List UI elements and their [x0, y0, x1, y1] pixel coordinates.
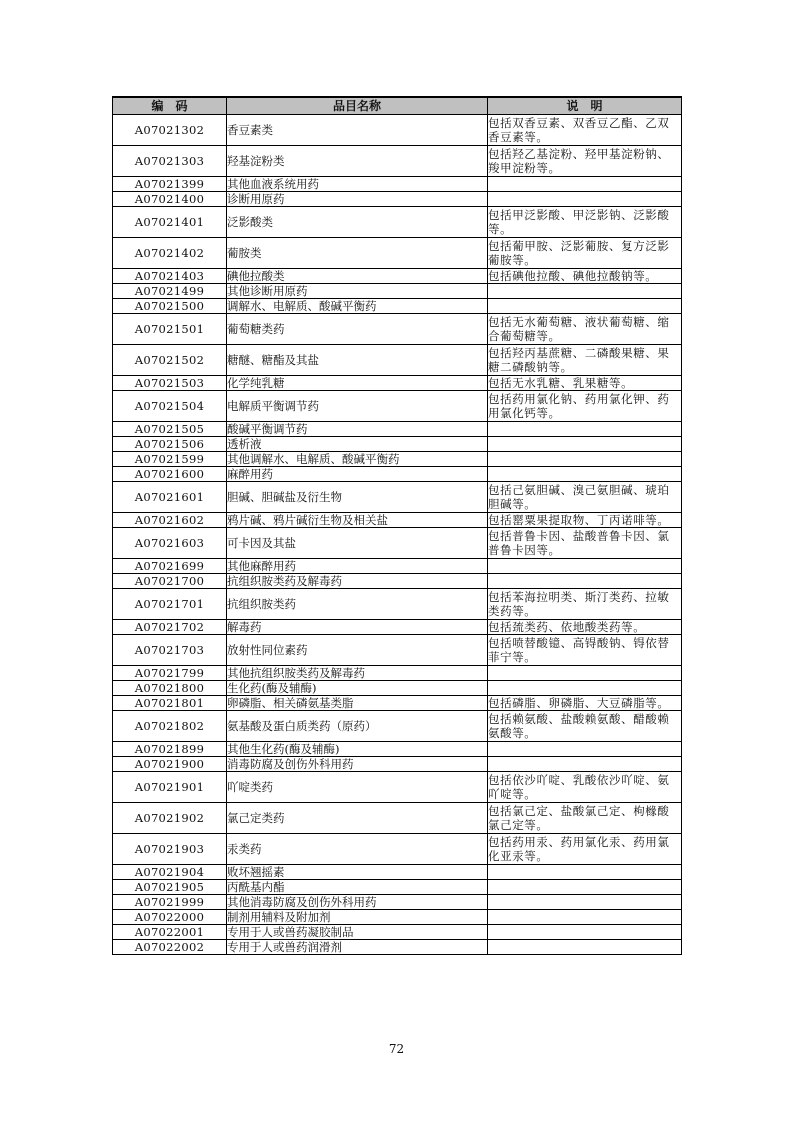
item-name: 香豆素类: [227, 115, 488, 146]
table-row: [113, 437, 682, 452]
item-code: A07021399: [113, 177, 227, 192]
description-line: 包括无水葡萄糖、液状葡萄糖、缩: [488, 315, 670, 329]
item-code: A07021802: [113, 711, 227, 742]
table-row: [113, 711, 682, 742]
item-description: [488, 177, 682, 192]
item-code: A07021503: [113, 376, 227, 391]
item-name: 电解质平衡调节药: [227, 391, 488, 422]
item-description: [488, 376, 682, 391]
item-name: 吖啶类药: [227, 772, 488, 803]
item-name: 碘他拉酸类: [227, 269, 488, 284]
table-row: [113, 513, 682, 528]
table-row: [113, 376, 682, 391]
item-code: A07022002: [113, 940, 227, 955]
item-code: A07021701: [113, 589, 227, 620]
item-name: 其他生化药(酶及辅酶): [227, 742, 488, 757]
item-description: [488, 865, 682, 880]
item-name: 调解水、电解质、酸碱平衡药: [227, 299, 488, 314]
table-row: [113, 345, 682, 376]
item-description: [488, 452, 682, 467]
item-description: [488, 834, 682, 865]
description-line: 等。: [488, 222, 513, 236]
item-code: A07021603: [113, 528, 227, 559]
table-row: [113, 467, 682, 482]
table-row: [113, 834, 682, 865]
table-row: [113, 177, 682, 192]
table-row: [113, 910, 682, 925]
item-code: A07021904: [113, 865, 227, 880]
item-code: A07021903: [113, 834, 227, 865]
item-description: [488, 482, 682, 513]
table-row: [113, 299, 682, 314]
item-description: [488, 467, 682, 482]
item-description: [488, 635, 682, 666]
table-header-row: [113, 97, 682, 115]
table-row: [113, 895, 682, 910]
item-code: A07021799: [113, 666, 227, 681]
item-code: A07021999: [113, 895, 227, 910]
description-line: 包括普鲁卡因、盐酸普鲁卡因、氯: [488, 529, 670, 543]
description-line: 普鲁卡因等。: [488, 543, 561, 557]
item-code: A07021700: [113, 574, 227, 589]
description-line: 类药等。: [488, 604, 537, 618]
item-code: A07021900: [113, 757, 227, 772]
item-description: [488, 589, 682, 620]
table-row: [113, 574, 682, 589]
table-row: [113, 742, 682, 757]
item-code: A07021902: [113, 803, 227, 834]
item-code: A07021800: [113, 681, 227, 696]
description-line: 氨酸等。: [488, 726, 537, 740]
item-code: A07022001: [113, 925, 227, 940]
item-code: A07021505: [113, 422, 227, 437]
item-name: 麻醉用药: [227, 467, 488, 482]
item-code: A07021499: [113, 284, 227, 299]
item-description: [488, 666, 682, 681]
description-line: 包括无水乳糖、乳果糖等。: [488, 376, 634, 390]
item-name: 葡萄糖类药: [227, 314, 488, 345]
item-description: [488, 681, 682, 696]
item-description: [488, 620, 682, 635]
item-code: A07021703: [113, 635, 227, 666]
item-name: 其他诊断用原药: [227, 284, 488, 299]
description-line: 包括氯己定、盐酸氯己定、枸橼酸: [488, 804, 670, 818]
description-line: 氯己定等。: [488, 818, 549, 832]
item-name: 专用于人或兽药凝胶制品: [227, 925, 488, 940]
item-code: A07021302: [113, 115, 227, 146]
item-name: 其他抗组织胺类药及解毒药: [227, 666, 488, 681]
table-row: [113, 391, 682, 422]
table-row: [113, 422, 682, 437]
item-name: 专用于人或兽药润滑剂: [227, 940, 488, 955]
table-row: [113, 803, 682, 834]
item-name: 其他调解水、电解质、酸碱平衡药: [227, 452, 488, 467]
item-name: 放射性同位素药: [227, 635, 488, 666]
description-line: 羧甲淀粉等。: [488, 161, 561, 175]
table-body: [113, 115, 682, 955]
item-code: A07021401: [113, 207, 227, 238]
description-line: 包括苯海拉明类、斯汀类药、拉敏: [488, 590, 670, 604]
item-description: [488, 772, 682, 803]
item-name: 诊断用原药: [227, 192, 488, 207]
item-description: [488, 742, 682, 757]
item-name: 透析液: [227, 437, 488, 452]
item-code: A07021601: [113, 482, 227, 513]
table-row: [113, 238, 682, 269]
description-line: 香豆素等。: [488, 130, 549, 144]
item-code: A07021905: [113, 880, 227, 895]
table-row: [113, 865, 682, 880]
item-code: A07021899: [113, 742, 227, 757]
description-line: 糖二磷酸钠等。: [488, 360, 573, 374]
table-row: [113, 681, 682, 696]
item-description: [488, 711, 682, 742]
item-code: A07021400: [113, 192, 227, 207]
description-line: 包括依沙吖啶、乳酸依沙吖啶、氨: [488, 773, 670, 787]
description-line: 包括碘他拉酸、碘他拉酸钠等。: [488, 269, 658, 283]
item-code: A07021402: [113, 238, 227, 269]
description-line: 包括罂粟果提取物、丁丙诺啡等。: [488, 513, 670, 527]
item-description: [488, 207, 682, 238]
table-row: [113, 559, 682, 574]
item-name: 鸦片碱、鸦片碱衍生物及相关盐: [227, 513, 488, 528]
description-line: 包括药用氯化钠、药用氯化钾、药: [488, 392, 670, 406]
item-name: 泛影酸类: [227, 207, 488, 238]
item-description: [488, 299, 682, 314]
item-name: 化学纯乳糖: [227, 376, 488, 391]
item-description: [488, 757, 682, 772]
item-code: A07021599: [113, 452, 227, 467]
item-name: 可卡因及其盐: [227, 528, 488, 559]
item-name: 其他麻醉用药: [227, 559, 488, 574]
item-code: A07021506: [113, 437, 227, 452]
description-line: 胆碱等。: [488, 497, 537, 511]
item-name: 胆碱、胆碱盐及衍生物: [227, 482, 488, 513]
description-line: 化亚汞等。: [488, 849, 549, 863]
item-description: [488, 925, 682, 940]
item-name: 抗组织胺类药: [227, 589, 488, 620]
item-code: A07021702: [113, 620, 227, 635]
item-description: [488, 910, 682, 925]
table-row: [113, 772, 682, 803]
item-code: A07021801: [113, 696, 227, 711]
table-row: [113, 757, 682, 772]
table-row: [113, 314, 682, 345]
item-description: [488, 146, 682, 177]
table-row: [113, 666, 682, 681]
item-name: 丙酰基内酯: [227, 880, 488, 895]
item-name: 生化药(酶及辅酶): [227, 681, 488, 696]
item-code: A07021602: [113, 513, 227, 528]
item-description: [488, 528, 682, 559]
item-name: 抗组织胺类药及解毒药: [227, 574, 488, 589]
header-description: 说 明: [488, 97, 682, 115]
table-row: [113, 880, 682, 895]
description-line: 包括赖氨酸、盐酸赖氨酸、醋酸赖: [488, 712, 670, 726]
table-row: [113, 635, 682, 666]
table-row: [113, 696, 682, 711]
table-row: [113, 269, 682, 284]
table-row: [113, 940, 682, 955]
table-row: [113, 589, 682, 620]
item-name: 糖醚、糖酯及其盐: [227, 345, 488, 376]
table-row: [113, 115, 682, 146]
table-row: [113, 207, 682, 238]
description-line: 吖啶等。: [488, 787, 537, 801]
item-description: [488, 880, 682, 895]
item-description: [488, 437, 682, 452]
description-line: 包括羟乙基淀粉、羟甲基淀粉钠、: [488, 147, 670, 161]
table-row: [113, 146, 682, 177]
item-description: [488, 314, 682, 345]
item-name: 汞类药: [227, 834, 488, 865]
item-name: 氯己定类药: [227, 803, 488, 834]
item-description: [488, 574, 682, 589]
item-code: A07022000: [113, 910, 227, 925]
item-description: [488, 238, 682, 269]
description-line: 用氯化钙等。: [488, 406, 561, 420]
description-line: 包括羟丙基蔗糖、二磷酸果糖、果: [488, 346, 670, 360]
item-name: 制剂用辅料及附加剂: [227, 910, 488, 925]
item-code: A07021500: [113, 299, 227, 314]
item-name: 羟基淀粉类: [227, 146, 488, 177]
item-name: 氨基酸及蛋白质类药（原药）: [227, 711, 488, 742]
item-name: 葡胺类: [227, 238, 488, 269]
item-description: [488, 391, 682, 422]
item-name: 其他血液系统用药: [227, 177, 488, 192]
item-description: [488, 345, 682, 376]
table-row: [113, 284, 682, 299]
header-code: 编 码: [113, 97, 227, 115]
table-row: [113, 528, 682, 559]
description-line: 合葡萄糖等。: [488, 329, 561, 343]
table-row: [113, 192, 682, 207]
item-description: [488, 895, 682, 910]
description-line: 包括甲泛影酸、甲泛影钠、泛影酸: [488, 208, 670, 222]
item-code: A07021303: [113, 146, 227, 177]
description-line: 包括双香豆素、双香豆乙酯、乙双: [488, 116, 670, 130]
item-description: [488, 513, 682, 528]
table-row: [113, 620, 682, 635]
item-name: 酸碱平衡调节药: [227, 422, 488, 437]
item-code: A07021501: [113, 314, 227, 345]
item-name: 其他消毒防腐及创伤外科用药: [227, 895, 488, 910]
item-code: A07021600: [113, 467, 227, 482]
description-line: 包括药用汞、药用氯化汞、药用氯: [488, 835, 670, 849]
description-line: 包括己氨胆碱、溴己氨胆碱、琥珀: [488, 483, 670, 497]
item-code: A07021504: [113, 391, 227, 422]
item-description: [488, 696, 682, 711]
description-line: 葡胺等。: [488, 253, 537, 267]
description-line: 菲宁等。: [488, 650, 537, 664]
item-code: A07021502: [113, 345, 227, 376]
table-row: [113, 925, 682, 940]
item-description: [488, 269, 682, 284]
table-row: [113, 482, 682, 513]
item-description: [488, 940, 682, 955]
item-code: A07021901: [113, 772, 227, 803]
table-row: [113, 452, 682, 467]
item-name: 败坏翘摇素: [227, 865, 488, 880]
item-code: A07021403: [113, 269, 227, 284]
description-line: 包括巯类药、依地酸类药等。: [488, 620, 646, 634]
item-description: [488, 284, 682, 299]
description-line: 包括喷替酸镱、高锝酸钠、锝依替: [488, 636, 670, 650]
description-line: 包括磷脂、卵磷脂、大豆磷脂等。: [488, 696, 670, 710]
item-description: [488, 115, 682, 146]
item-description: [488, 559, 682, 574]
catalog-table: [112, 96, 682, 955]
item-name: 解毒药: [227, 620, 488, 635]
item-description: [488, 422, 682, 437]
item-name: 卵磷脂、相关磷氨基类脂: [227, 696, 488, 711]
item-code: A07021699: [113, 559, 227, 574]
item-description: [488, 803, 682, 834]
header-name: 品目名称: [227, 97, 488, 115]
item-name: 消毒防腐及创伤外科用药: [227, 757, 488, 772]
description-line: 包括葡甲胺、泛影葡胺、复方泛影: [488, 239, 670, 253]
item-description: [488, 192, 682, 207]
page-number: 72: [388, 1042, 405, 1056]
